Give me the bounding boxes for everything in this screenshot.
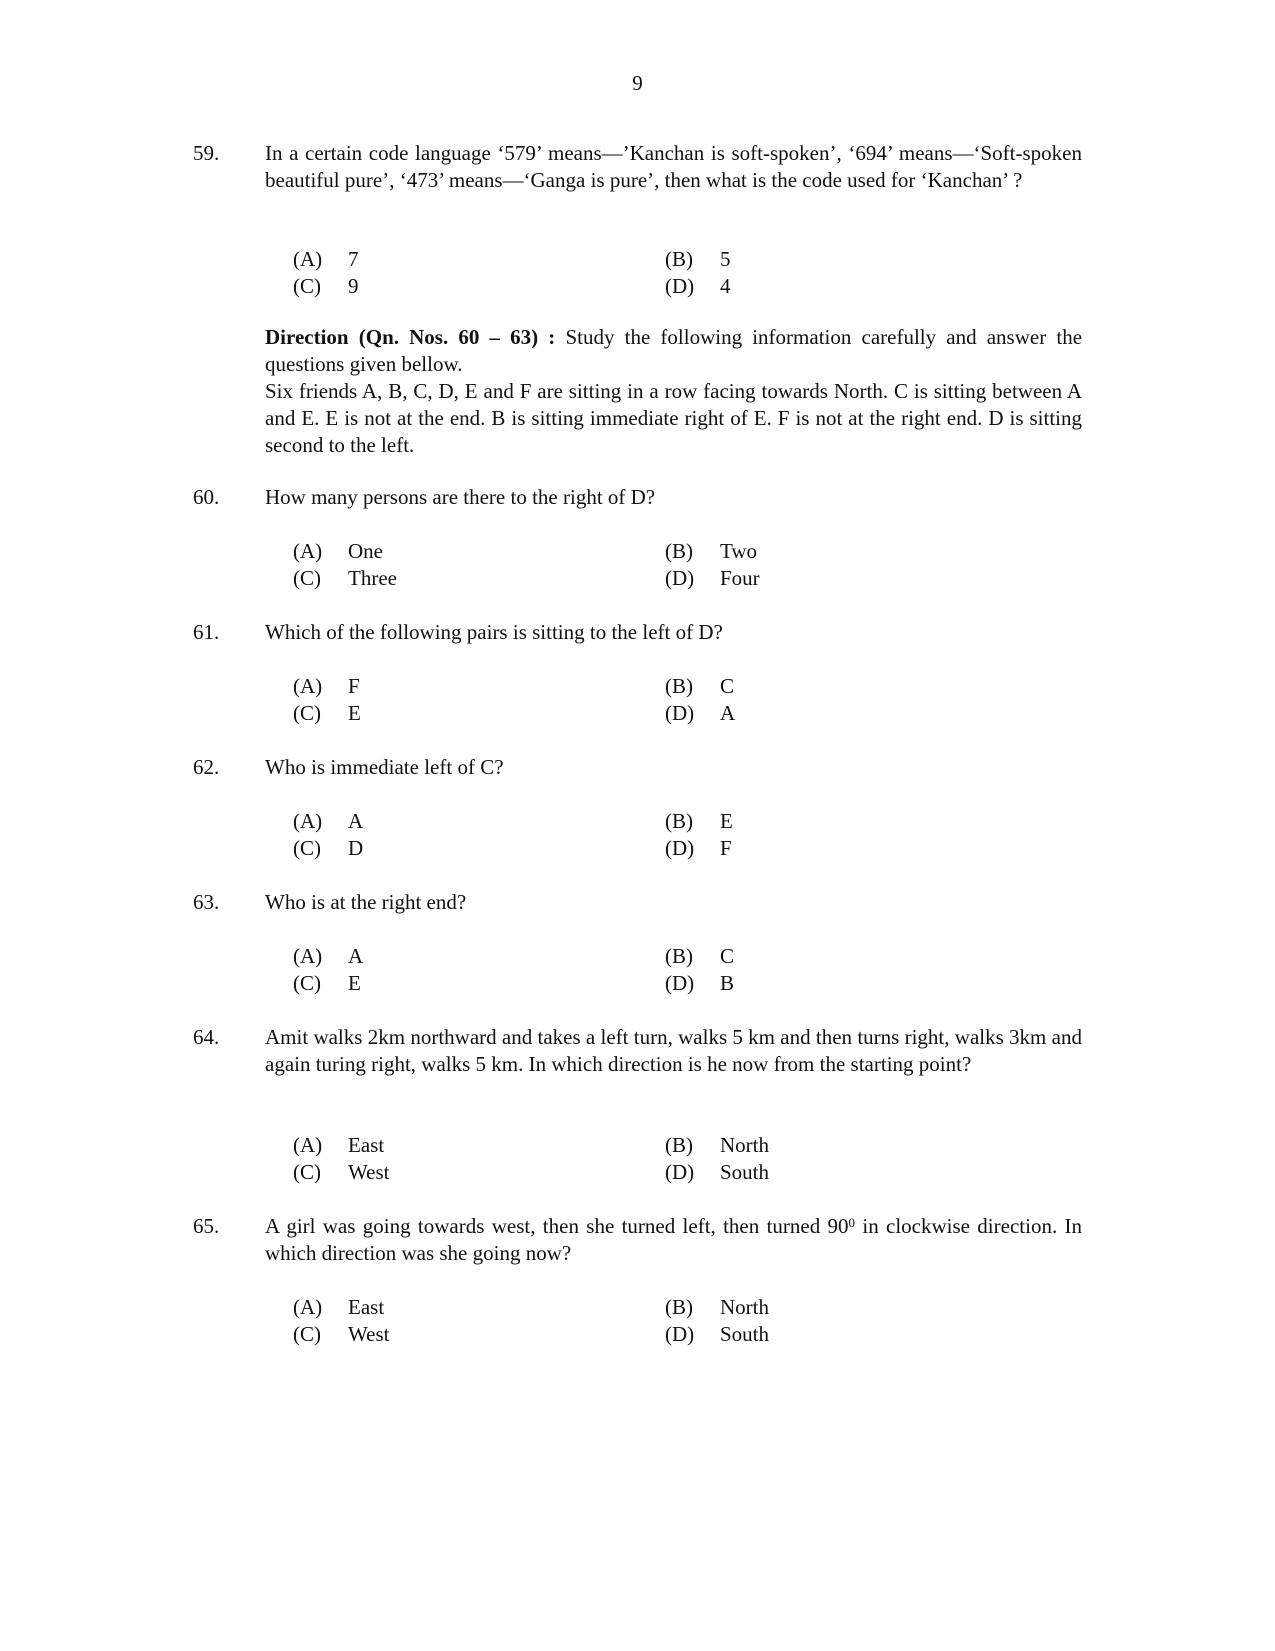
option-d[interactable]: (D) B (665, 971, 735, 995)
page-number: 9 (632, 71, 643, 95)
option-b[interactable]: (B) North (665, 1133, 769, 1157)
option-a[interactable]: (A) 7 (293, 247, 359, 271)
question-number: 61. (193, 620, 220, 644)
option-c[interactable]: (C) E (293, 971, 361, 995)
question-text: Amit walks 2km northward and takes a left turn, walks 5 km and then turns right, walks 3km and again turing right, walks 5 km. In which direction is he now from the starting point? (265, 1025, 1082, 1076)
option-a[interactable]: (A) F (293, 674, 360, 698)
direction-heading: Direction (Qn. Nos. 60 – 63) : (265, 325, 556, 349)
option-a[interactable]: (A) One (293, 539, 383, 563)
option-b[interactable]: (B) C (665, 674, 735, 698)
question-number: 60. (193, 485, 220, 509)
option-a[interactable]: (A) A (293, 944, 364, 968)
option-b[interactable]: (B) Two (665, 539, 758, 563)
option-c[interactable]: (C) Three (293, 566, 397, 590)
question-text: Who is immediate left of C? (265, 755, 504, 779)
option-d[interactable]: (D) South (665, 1160, 770, 1184)
direction-intro: Study the following information carefully and answer the questions given bellow. (265, 325, 1083, 376)
option-d[interactable]: (D) Four (665, 566, 760, 590)
direction-block (265, 324, 1082, 378)
option-c[interactable]: (C) West (293, 1322, 390, 1346)
question-number: 64. (193, 1025, 220, 1049)
option-d[interactable]: (D) F (665, 836, 732, 860)
option-b[interactable]: (B) North (665, 1295, 769, 1319)
question-number: 62. (193, 755, 220, 779)
option-b[interactable]: (B) 5 (665, 247, 731, 271)
degree-superscript: 0 (848, 1215, 856, 1230)
option-b[interactable]: (B) C (665, 944, 735, 968)
option-d[interactable]: (D) 4 (665, 274, 731, 298)
question-number: 65. (193, 1214, 220, 1238)
option-a[interactable]: (A) East (293, 1133, 385, 1157)
option-d[interactable]: (D) A (665, 701, 736, 725)
option-c[interactable]: (C) D (293, 836, 364, 860)
option-c[interactable]: (C) 9 (293, 274, 359, 298)
option-b[interactable]: (B) E (665, 809, 733, 833)
question-text: Who is at the right end? (265, 890, 467, 914)
option-c[interactable]: (C) West (293, 1160, 390, 1184)
question-number: 63. (193, 890, 220, 914)
question-text: How many persons are there to the right of D? (265, 485, 656, 509)
question-text: A girl was going towards west, then she turned left, then turned $90^0$ in clockwise direction. In which direction was she going now? (265, 1214, 1083, 1265)
direction-body: Six friends A, B, C, D, E and F are sitting in a row facing towards North. C is sitting between A and E. E is not at the end. B is sitting immediate right of E. F is not at the right end. D is sitting second to the left. (265, 379, 1082, 457)
option-a[interactable]: (A) A (293, 809, 364, 833)
question-text: Which of the following pairs is sitting to the left of D? (265, 620, 723, 644)
option-d[interactable]: (D) South (665, 1322, 770, 1346)
option-c[interactable]: (C) E (293, 701, 361, 725)
question-number: 59. (193, 141, 220, 165)
question-text: In a certain code language ‘579’ means—’Kanchan is soft-spoken’, ‘694’ means—‘Soft-spoken beautiful pure’, ‘473’ means—‘Ganga is pure’, then what is the code used for ‘Kanchan’ ? (265, 141, 1082, 192)
option-a[interactable]: (A) East (293, 1295, 385, 1319)
